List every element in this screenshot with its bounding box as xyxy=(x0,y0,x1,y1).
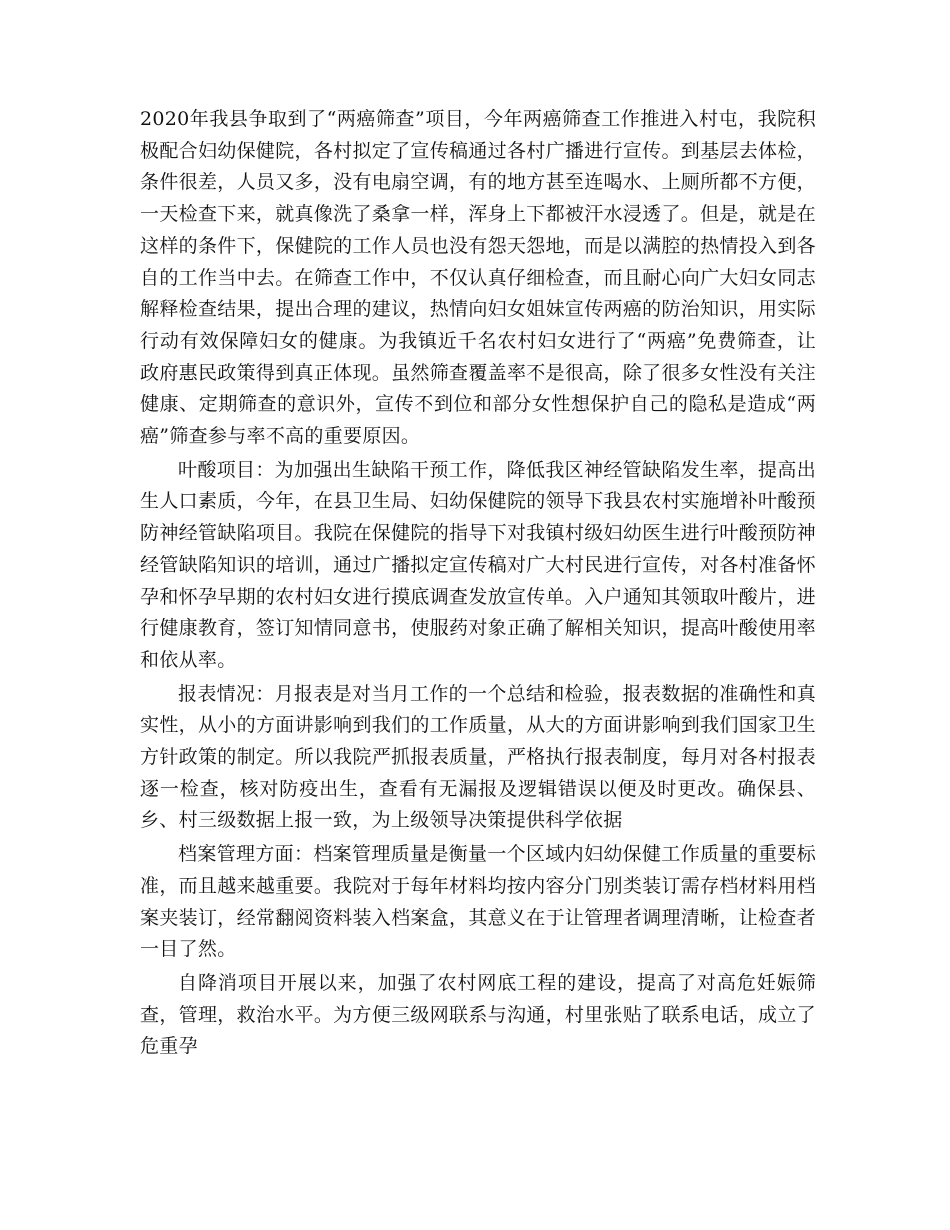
document-body xyxy=(140,104,816,1065)
paragraph-report-status: 报表情况：月报表是对当月工作的一个总结和检验，报表数据的准确性和真实性，从小的方面讲影响到我们的工作质量，从大的方面讲影响到我们国家卫生方针政策的制定。所以我院严抓报表质量，严格执行报表制度，每月对各村报表逐一检查，核对防疫出生，查看有无漏报及逻辑错误以便及时更改。确保县、乡、村三级数据上报一致，为上级领导决策提供科学依据 xyxy=(140,682,816,832)
paragraph-folic-acid-project: 叶酸项目：为加强出生缺陷干预工作，降低我区神经管缺陷发生率，提高出生人口素质，今年，在县卫生局、妇幼保健院的领导下我县农村实施增补叶酸预防神经管缺陷项目。我院在保健院的指导下对我镇村级妇幼医生进行叶酸预防神经管缺陷知识的培训，通过广播拟定宣传稿对广大村民进行宣传，对各村准备怀孕和怀孕早期的农村妇女进行摸底调查发放宣传单。入户通知其领取叶酸片，进行健康教育，签订知情同意书，使服药对象正确了解相关知识，提高叶酸使用率和依从率。 xyxy=(140,458,816,671)
paragraph-cervical-breast-screening: 2020年我县争取到了“两癌筛查”项目，今年两癌筛查工作推进入村屯，我院积极配合妇幼保健院，各村拟定了宣传稿通过各村广播进行宣传。到基层去体检，条件很差，人员又多，没有电扇空调，有的地方甚至连喝水、上厕所都不方便，一天检查下来，就真像洗了桑拿一样，浑身上下都被汗水浸透了。但是，就是在这样的条件下，保健院的工作人员也没有怨天怨地，而是以满腔的热情投入到各自的工作当中去。在筛查工作中，不仅认真仔细检查，而且耐心向广大妇女同志解释检查结果，提出合理的建议，热情向妇女姐妹宣传两癌的防治知识，用实际行动有效保障妇女的健康。为我镇近千名农村妇女进行了“两癌”免费筛查，让政府惠民政策得到真正体现。虽然筛查覆盖率不是很高，除了很多女性没有关注健康、定期筛查的意识外，宣传不到位和部分女性想保护自己的隐私是造成“两癌”筛查参与率不高的重要原因。 xyxy=(140,108,816,448)
paragraph-maternal-mortality-project: 自降消项目开展以来，加强了农村网底工程的建设，提高了对高危妊娠筛查，管理，救治水平。为方便三级网联系与沟通，村里张贴了联系电话，成立了危重孕 xyxy=(140,971,816,1058)
paragraph-archive-management: 档案管理方面：档案管理质量是衡量一个区域内妇幼保健工作质量的重要标准，而且越来越重要。我院对于每年材料均按内容分门别类装订需存档材料用档案夹装订，经常翻阅资料装入档案盒，其意义在于让管理者调理清晰，让检查者一目了然。 xyxy=(140,843,816,961)
